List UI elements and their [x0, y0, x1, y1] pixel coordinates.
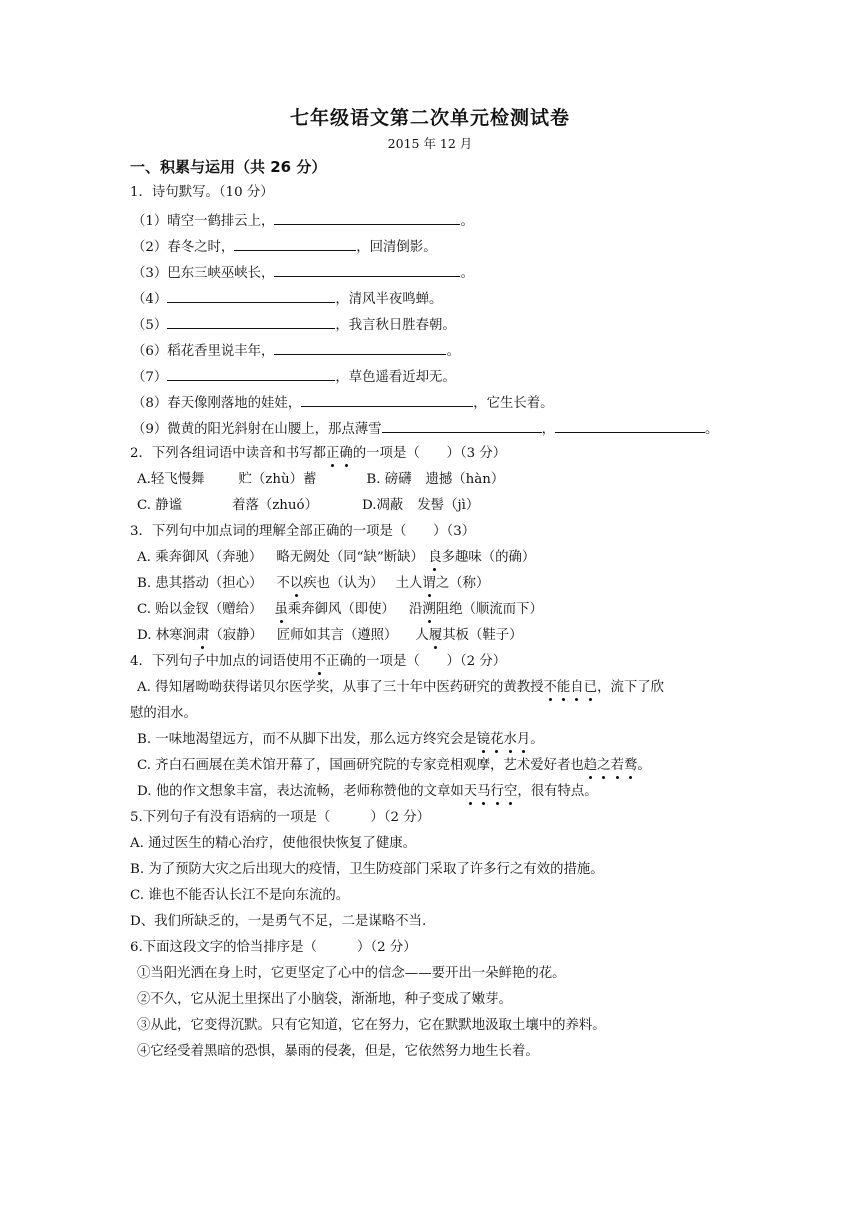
q5-option-b: B. 为了预防大灾之后出现大的疫情，卫生防疫部门采取了许多行之有效的措施。: [130, 862, 604, 877]
q4-option-a: A. 得知屠呦呦获得诺贝尔医学奖，从事了三十年中医药研究的黄教授不能自已，流下了欣: [137, 680, 665, 695]
q3-option-c: C. 贻以金钗（赠给） 虽乘奔御风（即使） 沿溯阻绝（顺流而下）: [137, 602, 543, 617]
q5-option-d: D、我们所缺乏的，一是勇气不足，二是谋略不当.: [130, 914, 427, 929]
q2-stem: 2．下列各组词语中读音和书写都正确的一项是（ ）（3 分）: [130, 446, 507, 461]
q1-stem: 1．诗句默写。（10 分）: [130, 185, 274, 200]
q6-stem: 6.下面这段文字的恰当排序是（ ）（2 分）: [130, 940, 417, 955]
q1-item-9: （9）微黄的阳光斜射在山腰上，那点薄雪 ， 。: [132, 419, 718, 439]
answer-blank[interactable]: [555, 419, 705, 433]
q3-stem: 3．下列句中加点词的理解全部正确的一项是（ ）（3）: [130, 524, 476, 539]
q4-option-c: C. 齐白石画展在美术馆开幕了，国画研究院的专家竞相观摩，艺术爱好者也趋之若鹜。: [137, 758, 651, 773]
answer-blank[interactable]: [234, 237, 356, 251]
dotted-char: 良: [428, 550, 442, 565]
q1-item-7: （7） ，草色遥看近却无。: [132, 367, 456, 387]
q1-item-5: （5） ，我言秋日胜春朝。: [132, 315, 456, 335]
exam-title: 七年级语文第二次单元检测试卷: [289, 107, 570, 129]
answer-blank[interactable]: [167, 315, 335, 329]
q1-item-4: （4） ，清风半夜鸣蝉。: [132, 289, 442, 309]
q1-item-2: （2）春冬之时， ，回清倒影。: [132, 237, 437, 257]
q3-option-d: D. 林寒涧肃（寂静） 匠师如其言（遵照） 人履其板（鞋子）: [137, 628, 523, 643]
answer-blank[interactable]: [167, 289, 335, 303]
q4-option-b: B. 一味地渴望远方，而不从脚下出发，那么远方终究会是镜花水月。: [137, 732, 544, 747]
q2-options-row-2: C. 静谧 着落（zhuó） D.凋蔽 发髻（jì）: [137, 498, 480, 513]
q6-sentence-3: ③从此，它变得沉默。只有它知道，它在努力，它在默默地汲取土壤中的养料。: [137, 1018, 606, 1033]
q1-item-6: （6）稻花香里说丰年， 。: [132, 341, 460, 361]
answer-blank[interactable]: [274, 263, 460, 277]
q1-item-1: （1）晴空一鹤排云上， 。: [132, 211, 474, 231]
q5-option-c: C. 谁也不能否认长江不是向东流的。: [130, 888, 350, 903]
q5-option-a: A. 通过医生的精心治疗，使他很快恢复了健康。: [130, 836, 416, 851]
dotted-char: 鹜: [623, 758, 638, 773]
q4-stem: 4．下列句子中加点的词语使用不正确的一项是（ ）（2 分）: [130, 654, 507, 669]
dotted-char: 履: [428, 628, 443, 643]
dotted-char: 不: [543, 680, 557, 695]
dotted-char: 花: [490, 732, 504, 747]
dotted-char: 不: [312, 654, 326, 669]
q3-option-b: B. 患其搭动（担心） 不以疾也（认为） 土人谓之（称）: [137, 576, 490, 591]
dotted-char: 行: [490, 784, 504, 799]
exam-date: 2015 年 12 月: [387, 136, 473, 151]
dotted-char: 确: [339, 446, 353, 461]
dotted-char: 镜: [476, 732, 491, 747]
answer-blank[interactable]: [167, 367, 335, 381]
dotted-char: 马: [477, 784, 491, 799]
dotted-char: 之: [597, 758, 611, 773]
q4-option-d: D. 他的作文想象丰富，表达流畅，老师称赞他的文章如天马行空，很有特点。: [137, 784, 598, 799]
answer-blank[interactable]: [301, 393, 473, 407]
q5-stem: 5.下列句子有没有语病的一项是（ ）（2 分）: [130, 810, 431, 825]
dotted-char: 空: [503, 784, 518, 799]
dotted-char: 溯: [422, 602, 436, 617]
q1-item-8: （8）春天像刚落地的娃娃， ，它生长着。: [132, 393, 554, 413]
dotted-char: 水: [503, 732, 517, 747]
dotted-char: 已: [583, 680, 598, 695]
q4-option-a-continued: 慰的泪水。: [130, 706, 197, 721]
dotted-char: 月: [516, 732, 531, 747]
answer-blank[interactable]: [274, 211, 460, 225]
q3-option-a: A. 乘奔御风（奔驰） 略无阙处（同“缺”断缺） 良多趣味（的确）: [137, 550, 536, 565]
q2-options-row-1: A.轻飞慢舞 贮（zhù）蓄 B. 磅礴 遗撼（hàn）: [137, 472, 505, 487]
answer-blank[interactable]: [274, 341, 446, 355]
dotted-char: 天: [463, 784, 478, 799]
dotted-char: 能: [556, 680, 571, 695]
answer-blank[interactable]: [382, 419, 542, 433]
q1-item-3: （3）巴东三峡巫峡长， 。: [132, 263, 474, 283]
dotted-char: 自: [570, 680, 584, 695]
dotted-char: 若: [610, 758, 624, 773]
q6-sentence-2: ②不久，它从泥土里探出了小脑袋，渐渐地，种子变成了嫩芽。: [137, 992, 512, 1007]
dotted-char: 趋: [583, 758, 598, 773]
dotted-char: 肃: [195, 628, 210, 643]
q6-sentence-4: ④它经受着黑暗的恐惧，暴雨的侵袭，但是，它依然努力地生长着。: [137, 1044, 539, 1059]
dotted-char: 谓: [422, 576, 436, 591]
section-heading: 一、积累与运用（共 26 分）: [130, 158, 327, 176]
dotted-char: 以: [289, 576, 304, 591]
dotted-char: 正: [326, 446, 340, 461]
dotted-char: 虽: [274, 602, 288, 617]
q6-sentence-1: ①当阳光洒在身上时，它更坚定了心中的信念——要开出一朵鲜艳的花。: [137, 966, 566, 981]
